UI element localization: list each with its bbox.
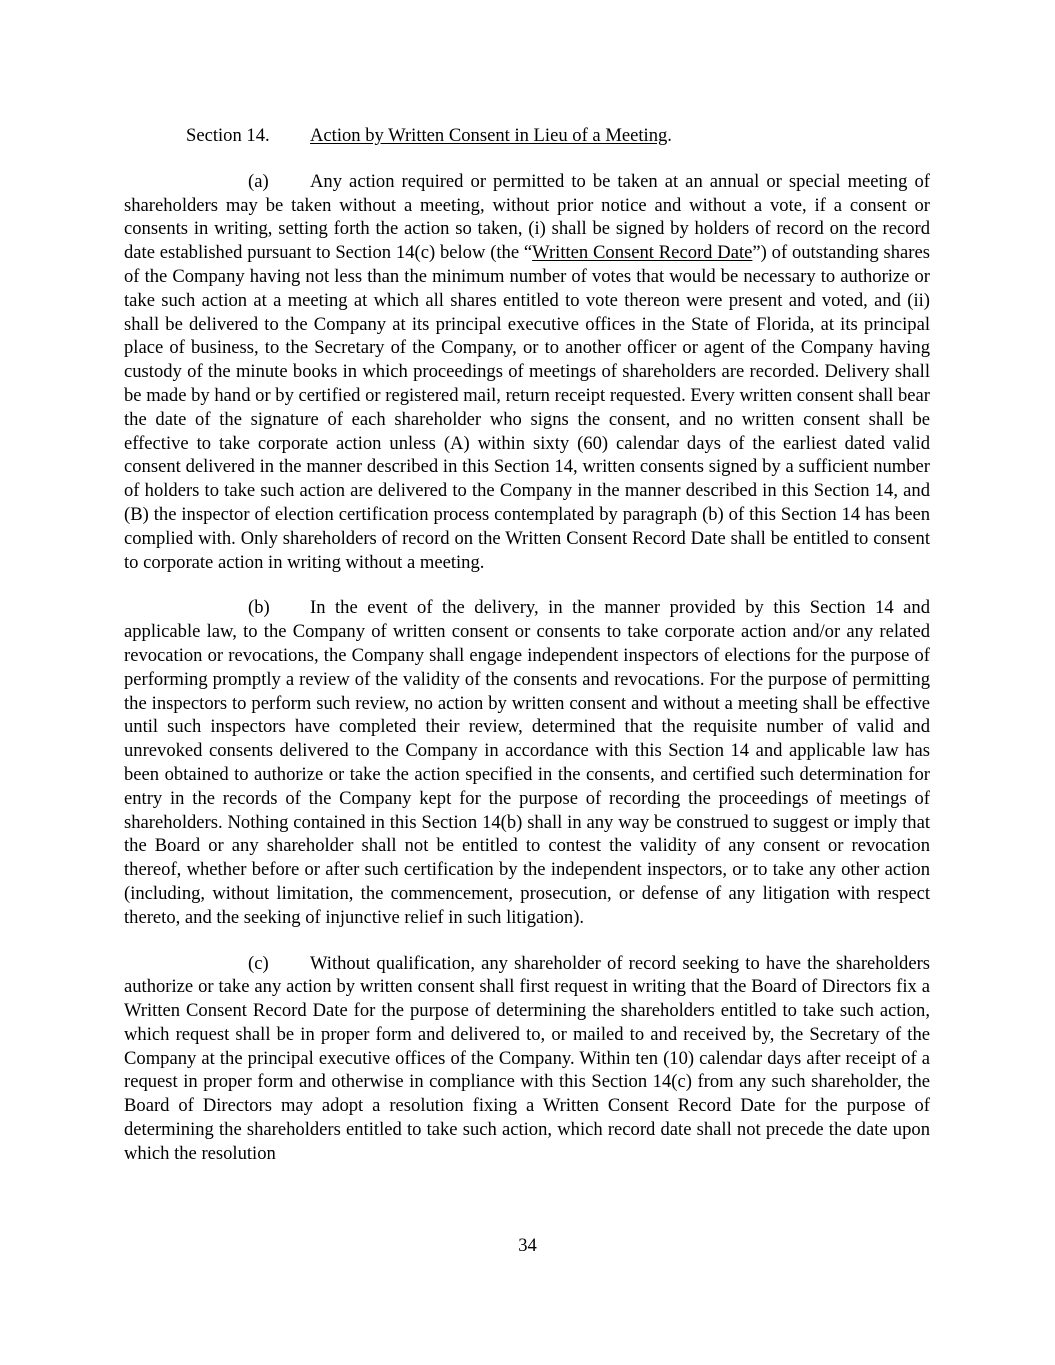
paragraph-label: (c) [248,952,269,974]
paragraph-label: (a) [248,170,269,192]
page-number: 34 [518,1235,537,1256]
defined-term: Written Consent Record Date [532,242,753,264]
paragraph-text: Any action required or permitted to be taken at an annual or special meeting of shareholders may be taken without a meeting, without prior notice and without a vote, if a consent or consents in writing, setting forth the action so taken, (i) shall be signed by holders of record on the record date established pursuant to Section 14(c) below (the “ [124,170,930,264]
section-title-period: . [667,125,672,146]
paragraph-text: In the event of the delivery, in the manner provided by this Section 14 and applicable law, to the Company of written consent or consents to take corporate action and/or any related revocation or revocations, the Company shall engage independent inspectors of elections for the purpose of performing promptly a review of the validity of the consents and revocations. For the purpose of permitting the inspectors to perform such review, no action by written consent and without a meeting shall be effective until such inspectors have completed their review, determined that the requisite number of valid and unrevoked consents delivered to the Company in accordance with this Section 14 and applicable law has been obtained to authorize or take the action specified in the consents, and certified such determination for entry in the records of the Company kept for the purpose of recording the proceedings of meetings of shareholders. Nothing contained in this Section 14(b) shall in any way be construed to suggest or imply that the Board or any shareholder shall not be entitled to contest the validity of any consent or revocation thereof, whether before or after such certification by the independent inspectors, or to take any other action (including, without limitation, the commencement, prosecution, or defense of any litigation with respect thereto, and the seeking of injunctive relief in such litigation). [124,597,930,928]
paragraph-text-continued: ”) of outstanding shares of the Company having not less than the minimum number of votes that would be necessary to authorize or take such action at a meeting at which all shares entitled to vote thereon were present and voted, and (ii) shall be delivered to the Company at its principal executive offices in the State of Florida, at its principal place of business, to the Secretary of the Company, or to another officer or agent of the Company having custody of the minute books in which proceedings of meetings of shareholders are recorded. Delivery shall be made by hand or by certified or registered mail, return receipt requested. Every written consent shall bear the date of the signature of each shareholder who signs the consent, and no written consent shall be effective to take corporate action unless (A) within sixty (60) calendar days of the earliest dated valid consent delivered in the manner described in this Section 14, written consents signed by a sufficient number of holders to take such action are delivered to the Company in the manner described in this Section 14, and (B) the inspector of election certification process contemplated by paragraph (b) of this Section 14 has been complied with. Only shareholders of record on the Written Consent Record Date shall be entitled to consent to corporate action in writing without a meeting. [124,242,930,573]
document-page [124,124,930,1166]
section-number: Section 14. [186,125,270,146]
paragraph-label: (b) [248,597,270,619]
paragraph-c [124,952,930,1166]
paragraph-b [124,596,930,929]
paragraph-text: Without qualification, any shareholder of record seeking to have the shareholders authorize or take any action by written consent shall first request in writing that the Board of Directors fix a Written Consent Record Date for the purpose of determining the shareholders entitled to take such action, which request shall be in proper form and delivered to, or mailed to and received by, the Secretary of the Company at the principal executive offices of the Company. Within ten (10) calendar days after receipt of a request in proper form and otherwise in compliance with this Section 14(c) from any such shareholder, the Board of Directors may adopt a resolution fixing a Written Consent Record Date for the purpose of determining the shareholders entitled to take such action, which record date shall not precede the date upon which the resolution [124,952,930,1164]
section-heading [124,124,930,148]
paragraph-a [124,170,930,575]
section-title: Action by Written Consent in Lieu of a Meeting [310,125,668,146]
